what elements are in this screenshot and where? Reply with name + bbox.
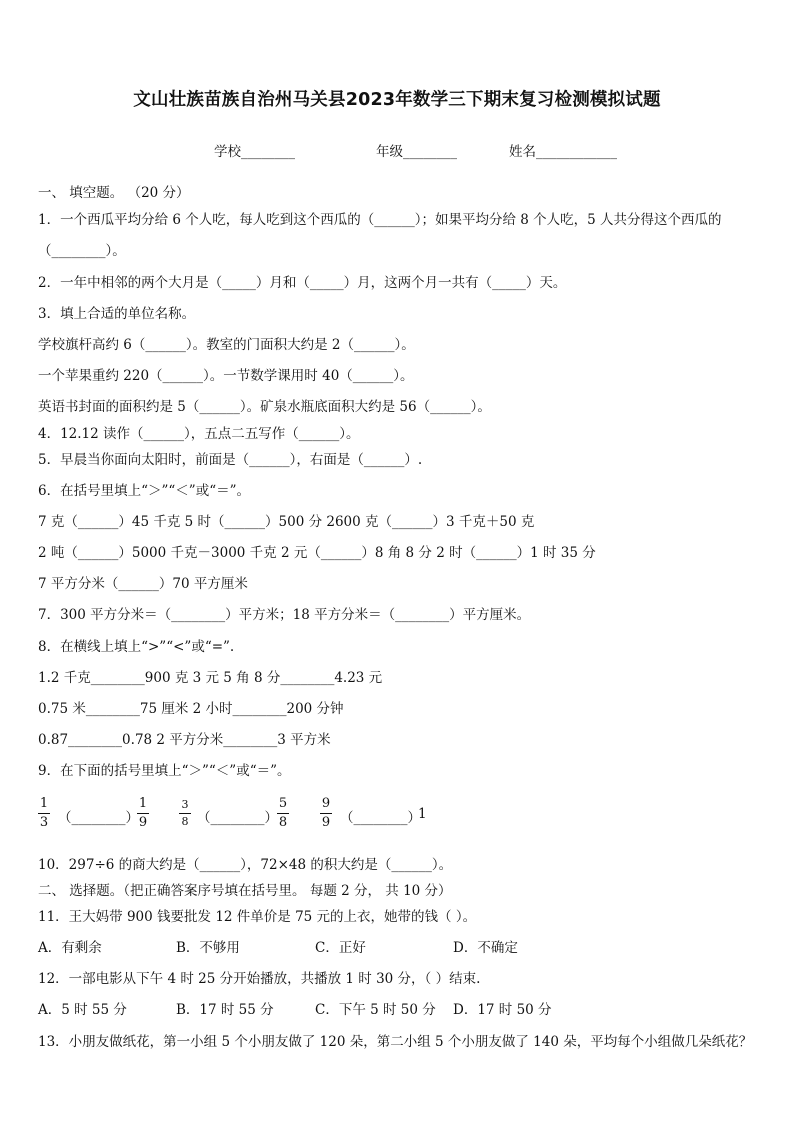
option-a: A．5 时 55 分 bbox=[38, 1002, 127, 1018]
question-1: 1．一个西瓜平均分给 6 个人吃，每人吃到这个西瓜的（______）；如果平均分给 8 个人吃，5 人共分得这个西瓜的 bbox=[38, 212, 722, 228]
grade-field: 年级________ bbox=[376, 144, 457, 160]
question-8-row-3: 0.87________0.78 2 平方分米________3 平方米 bbox=[38, 732, 331, 748]
question-10: 10．297÷6 的商大约是（______），72×48 的积大约是（______）。 bbox=[38, 857, 453, 873]
question-8-row-1: 1.2 千克________900 克 3 元 5 角 8 分________4.23 元 bbox=[38, 670, 383, 686]
question-6-row-3: 7 平方分米（______）70 平方厘米 bbox=[38, 576, 248, 592]
question-3-a: 学校旗杆高约 6（______）。教室的门面积大约是 2（______）。 bbox=[38, 337, 415, 353]
school-field: 学校________ bbox=[214, 144, 295, 160]
question-3-c: 英语书封面的面积约是 5（______）。矿泉水瓶底面积大约是 56（______）。 bbox=[38, 399, 491, 415]
option-d: D．不确定 bbox=[453, 940, 518, 956]
compare-blank: （________） bbox=[340, 810, 421, 826]
option-b: B．17 时 55 分 bbox=[176, 1002, 274, 1018]
compare-blank: （________） bbox=[58, 810, 139, 826]
option-a: A．有剩余 bbox=[38, 940, 102, 956]
option-c: C．正好 bbox=[315, 940, 366, 956]
question-13: 13．小朋友做纸花，第一小组 5 个小朋友做了 120 朵，第二小组 5 个小朋友做了 140 朵，平均每个小组做几朵纸花？ bbox=[38, 1034, 753, 1050]
section-heading: 一、 填空题。 （20 分） bbox=[38, 185, 190, 201]
fraction-1-9: 1 9 bbox=[138, 796, 148, 830]
question-9: 9．在下面的括号里填上“＞”“＜”或“＝”。 bbox=[38, 763, 291, 779]
question-11: 11．王大妈带 900 钱要批发 12 件单价是 75 元的上衣，她带的钱（ ）。 bbox=[38, 909, 477, 925]
option-d: D．17 时 50 分 bbox=[453, 1002, 552, 1018]
question-3: 3．填上合适的单位名称。 bbox=[38, 306, 196, 322]
section-heading: 二、 选择题。（把正确答案序号填在括号里。 每题 2 分， 共 10 分） bbox=[38, 883, 452, 899]
option-b: B．不够用 bbox=[176, 940, 240, 956]
question-8-row-2: 0.75 米________75 厘米 2 小时________200 分钟 bbox=[38, 701, 344, 717]
question-6-row-2: 2 吨（______）5000 千克－3000 千克 2 元（______）8 角 8 分 2 时（______）1 时 35 分 bbox=[38, 545, 596, 561]
question-6: 6．在括号里填上“＞”“＜”或“＝”。 bbox=[38, 483, 250, 499]
question-7: 7．300 平方分米＝（________）平方米；18 平方分米＝（________）平方厘米。 bbox=[38, 607, 531, 623]
question-1-cont: （________）。 bbox=[38, 243, 126, 259]
page-title: 文山壮族苗族自治州马关县2023年数学三下期末复习检测模拟试题 bbox=[133, 90, 661, 110]
question-3-b: 一个苹果重约 220（______）。一节数学课用时 40（______）。 bbox=[38, 368, 414, 384]
fraction-9-9: 9 9 bbox=[321, 796, 331, 830]
question-12: 12．一部电影从下午 4 时 25 分开始播放，共播放 1 时 30 分，（ ）结束. bbox=[38, 971, 481, 987]
question-4: 4．12.12 读作（______），五点二五写作（______）。 bbox=[38, 426, 360, 442]
option-c: C．下午 5 时 50 分 bbox=[315, 1002, 436, 1018]
fraction-1-3: 1 3 bbox=[39, 796, 49, 830]
question-6-row-1: 7 克（______）45 千克 5 时（______）500 分 2600 克（______）3 千克＋50 克 bbox=[38, 514, 535, 530]
question-8: 8．在横线上填上“>”“<”或“=”. bbox=[38, 639, 235, 655]
fraction-3-8: 3 8 bbox=[179, 798, 191, 829]
compare-value: 1 bbox=[418, 806, 427, 822]
name-field: 姓名____________ bbox=[509, 144, 617, 160]
question-2: 2．一年中相邻的两个大月是（_____）月和（_____）月，这两个月一共有（_____）天。 bbox=[38, 275, 567, 291]
question-5: 5．早晨当你面向太阳时，前面是（______），右面是（______）. bbox=[38, 452, 423, 468]
fraction-5-8: 5 8 bbox=[278, 796, 288, 830]
compare-blank: （________） bbox=[197, 810, 278, 826]
